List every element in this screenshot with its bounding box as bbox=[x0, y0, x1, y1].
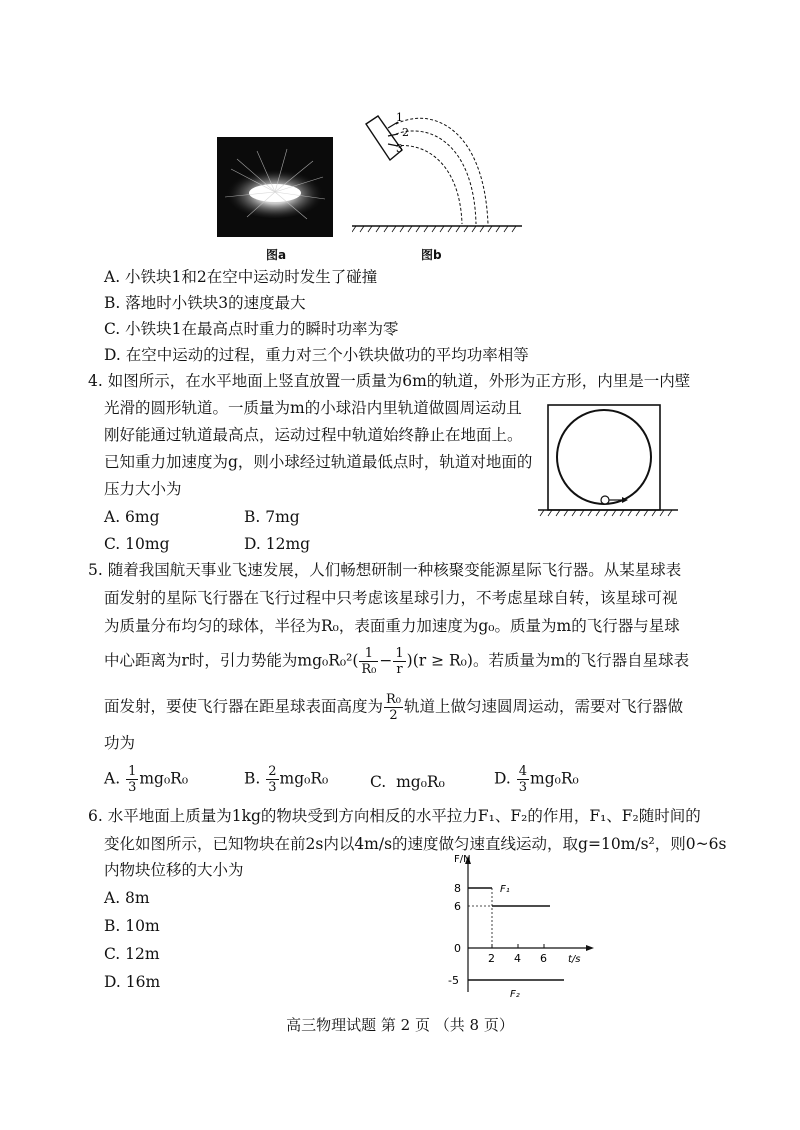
x-tick-4: 4 bbox=[514, 952, 521, 965]
q3-option-d: D. 在空中运动的过程，重力对三个小铁块做功的平均功率相等 bbox=[104, 346, 529, 364]
q5-line-3: 为质量分布均匀的球体，半径为R₀，表面重力加速度为g₀。质量为m的飞行器与星球 bbox=[104, 617, 680, 635]
q6-option-b: B. 10m bbox=[104, 917, 160, 935]
q5-potential-suffix: )(r ≥ R₀)。若质量为m的飞行器自星球表 bbox=[406, 651, 690, 670]
page-footer: 高三物理试题 第 2 页 （共 8 页） bbox=[286, 1016, 514, 1034]
q4-line-3: 刚好能通过轨道最高点，运动过程中轨道始终静止在地面上。 bbox=[104, 426, 523, 444]
x-axis-label: t/s bbox=[568, 954, 581, 965]
trajectory-2 bbox=[396, 131, 476, 224]
q4-track-figure bbox=[538, 400, 678, 522]
q6-line-3: 内物块位移的大小为 bbox=[104, 861, 244, 879]
q6-line-1: 6. 水平地面上质量为1kg的物块受到方向相反的水平拉力F₁、F₂的作用，F₁、F₂随时间的 bbox=[88, 807, 701, 825]
x-tick-6: 6 bbox=[540, 952, 547, 965]
figure-b-trajectories bbox=[352, 108, 522, 243]
q6-option-a: A. 8m bbox=[104, 889, 150, 907]
q5-option-a: A. $\frac{1}{3}$ mg₀R₀ bbox=[104, 764, 189, 795]
q5-potential-prefix: 中心距离为r时，引力势能为mg₀R₀²( bbox=[104, 651, 359, 670]
sparks-image bbox=[217, 137, 333, 237]
q5-line-1: 5. 随着我国航天事业飞速发展，人们畅想研制一种核聚变能源星际飞行器。从某星球表 bbox=[88, 561, 682, 579]
y-tick-0: 0 bbox=[454, 942, 461, 955]
q5-line-6: 功为 bbox=[104, 734, 136, 752]
label-3: 3 bbox=[396, 142, 403, 155]
q5-option-c: C. mg₀R₀ bbox=[370, 773, 445, 791]
square-track bbox=[548, 405, 660, 510]
q5-line-5: 面发射，要使飞行器在距星球表面高度为 $\frac{\text{R₀}}{2}$ 轨道上做匀速圆周运动，需要对飞行器做 bbox=[104, 692, 684, 723]
q3-option-c: C. 小铁块1在最高点时重力的瞬时功率为零 bbox=[104, 320, 399, 338]
figure-a-caption: 图a bbox=[266, 248, 287, 262]
fraction-R0-over-2: $\frac{\text{R₀}}{2}$ bbox=[386, 692, 402, 723]
q6-force-time-graph bbox=[440, 852, 600, 1002]
figure-b-caption: 图b bbox=[421, 248, 442, 262]
f1-label: F₁ bbox=[500, 884, 510, 895]
q3-option-a: A. 小铁块1和2在空中运动时发生了碰撞 bbox=[104, 268, 378, 286]
q6-line-2: 变化如图所示，已知物块在前2s内以4m/s的速度做匀速直线运动，取g=10m/s²，则0~6s bbox=[104, 835, 727, 853]
small-ball bbox=[601, 496, 609, 504]
q4-option-a: A. 6mg bbox=[104, 508, 160, 526]
q4-option-b: B. 7mg bbox=[244, 508, 300, 526]
q5-line-4 bbox=[104, 646, 689, 677]
q4-line-5: 压力大小为 bbox=[104, 480, 182, 498]
q6-option-c: C. 12m bbox=[104, 945, 160, 963]
fraction-1-over-r: $\frac{1}{r}$ bbox=[395, 646, 404, 677]
y-tick-neg5: -5 bbox=[448, 974, 459, 987]
x-tick-2: 2 bbox=[488, 952, 495, 965]
q5-option-b: B. $\frac{2}{3}$ mg₀R₀ bbox=[244, 764, 329, 795]
q4-line-4: 已知重力加速度为g，则小球经过轨道最低点时，轨道对地面的 bbox=[104, 453, 533, 471]
q6-option-d: D. 16m bbox=[104, 973, 161, 991]
figure-a-sparks-photo bbox=[217, 137, 333, 237]
q5-line-2: 面发射的星际飞行器在飞行过程中只考虑该星球引力，不考虑星球自转，该星球可视 bbox=[104, 589, 678, 607]
label-2: 2 bbox=[402, 126, 409, 139]
q3-option-b: B. 落地时小铁块3的速度最大 bbox=[104, 294, 306, 312]
circular-track bbox=[557, 410, 651, 504]
y-tick-6: 6 bbox=[454, 900, 461, 913]
q4-line-2: 光滑的圆形轨道。一质量为m的小球沿内里轨道做圆周运动且 bbox=[104, 399, 522, 417]
fraction-1-over-R0: $\frac{1}{\text{R₀}}$ bbox=[361, 646, 377, 677]
trajectory-1 bbox=[396, 118, 488, 224]
y-tick-8: 8 bbox=[454, 882, 461, 895]
label-1: 1 bbox=[396, 111, 403, 124]
q4-option-d: D. 12mg bbox=[244, 535, 311, 553]
q4-option-c: C. 10mg bbox=[104, 535, 170, 553]
y-axis-label: F/N bbox=[454, 854, 471, 865]
f2-label: F₂ bbox=[510, 989, 520, 1000]
q5-option-d: D. $\frac{4}{3}$ mg₀R₀ bbox=[494, 764, 579, 795]
minus-sign: − bbox=[379, 651, 393, 670]
trajectory-3 bbox=[396, 146, 462, 224]
q4-line-1: 4. 如图所示，在水平地面上竖直放置一质量为6m的轨道，外形为正方形，内里是一内壁 bbox=[88, 372, 691, 390]
